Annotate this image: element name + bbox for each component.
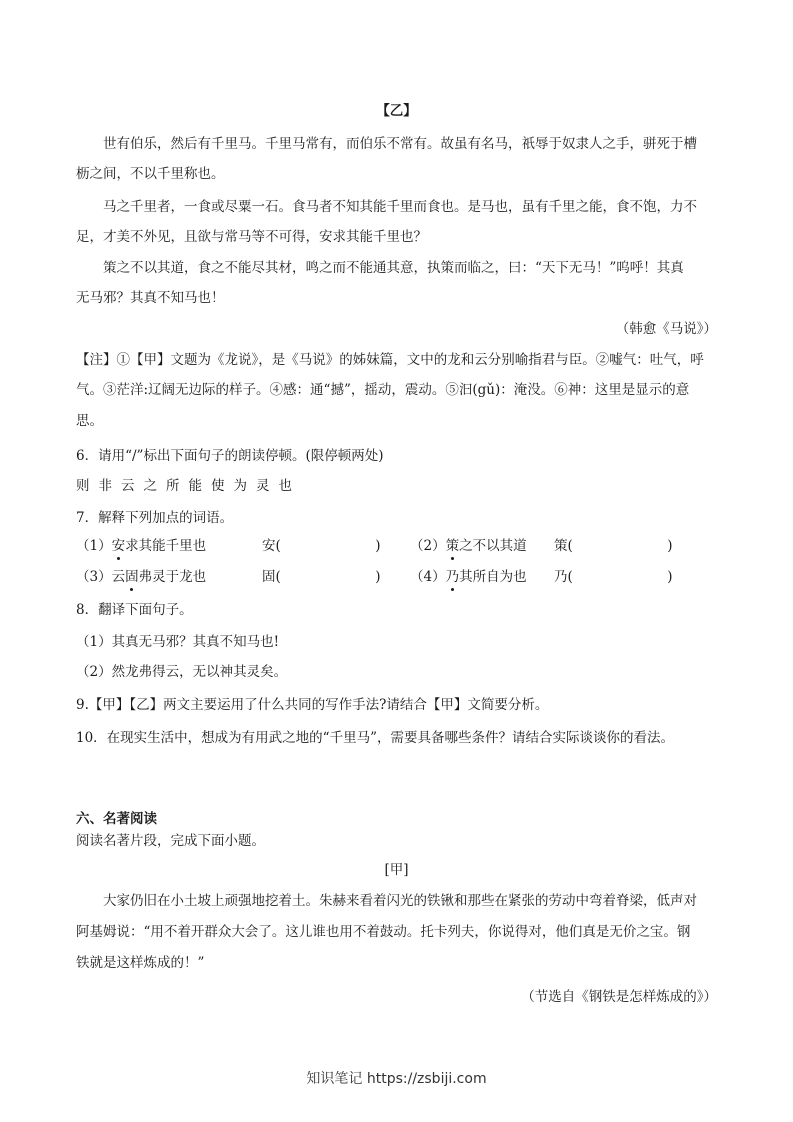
passage-yi-heading: 【乙】 [376, 103, 417, 119]
item-text: 之不以其道 [459, 538, 527, 554]
note-line1: 【注】①【甲】文题为《龙说》，是《马说》的姊妹篇，文中的龙和云分别喻指君与臣。②嘘气：吐气，呼 [76, 352, 704, 368]
question-6-sentence: 则非云之所能使为灵也 [76, 478, 301, 494]
novel-excerpt-line1: 大家仍旧在小土坡上顽强地挖着土。朱赫来看着闪光的铁锹和那些在紧张的劳动中弯着脊梁，低声对 [103, 893, 697, 909]
item-number: （3） [76, 569, 112, 585]
note-line3: 思。 [76, 413, 103, 429]
section-6-title: 六、名著阅读 [76, 811, 157, 827]
novel-excerpt-source: （节选自《钢铁是怎样炼成的》） [521, 989, 717, 1005]
question-7-answer3: 固( ) [262, 569, 381, 585]
item-text: 求其能千里也 [125, 538, 207, 554]
question-8: 8．翻译下面句子。 [76, 602, 193, 618]
question-6: 6．请用“/”标出下面句子的朗读停顿。(限停顿两处) [76, 448, 384, 464]
footer-watermark: 知识笔记 https://zsbiji.com [306, 1071, 487, 1087]
question-7-answer2: 策( ) [554, 538, 673, 554]
passage-yi-p1-line2: 枥之间，不以千里称也。 [76, 166, 225, 182]
question-7-answer4: 乃( ) [554, 569, 673, 585]
question-7-item4 [410, 567, 527, 587]
dotted-word: 固 [125, 569, 139, 585]
item-number: （1） [76, 538, 112, 554]
question-7-item1 [76, 536, 206, 556]
item-number: （2） [410, 538, 446, 554]
question-7: 7．解释下列加点的词语。 [76, 510, 234, 526]
question-9: 9.【甲】【乙】两文主要运用了什么共同的写作手法?请结合【甲】文简要分析。 [76, 697, 549, 713]
passage-yi-p1-line1: 世有伯乐，然后有千里马。千里马常有，而伯乐不常有。故虽有名马，祇辱于奴隶人之手，骈死于槽 [103, 136, 697, 152]
passage-jia-heading: [甲] [384, 862, 409, 878]
passage-yi-p2-line2: 足，才美不外见，且欲与常马等不可得，安求其能千里也？ [76, 229, 427, 245]
question-8-item1: （1）其真无马邪？其真不知马也! [76, 634, 280, 650]
question-7-item2 [410, 536, 527, 556]
item-text: 其所自为也 [459, 569, 527, 585]
question-8-item2: （2）然龙弗得云，无以神其灵矣。 [76, 664, 288, 680]
question-10: 10．在现实生活中，想成为有用武之地的“千里马”，需要具备哪些条件？请结合实际谈谈你的看法。 [76, 730, 674, 746]
dotted-word: 安 [111, 538, 126, 554]
item-text: 弗灵于龙也 [138, 569, 207, 585]
passage-yi-source: （韩愈《马说》） [615, 321, 717, 337]
passage-yi-p3-line2: 无马邪？其真不知马也！ [76, 290, 225, 306]
dotted-word: 乃 [445, 569, 460, 585]
novel-excerpt-line2: 阿基姆说：“用不着开群众大会了。这儿谁也用不着鼓动。托卡列夫，你说得对，他们真是无价之宝。钢 [76, 924, 691, 940]
novel-excerpt-line3: 铁就是这样炼成的！” [76, 955, 205, 971]
item-number: （4） [410, 569, 446, 585]
section-6-instruction: 阅读名著片段，完成下面小题。 [76, 833, 265, 849]
question-7-item3 [76, 567, 206, 587]
item-text-pre: 云 [111, 569, 126, 585]
passage-yi-p2-line1: 马之千里者，一食或尽粟一石。食马者不知其能千里而食也。是马也，虽有千里之能，食不饱，力不 [103, 199, 697, 215]
note-line2: 气。③茫洋:辽阔无边际的样子。④感：通“撼”，摇动，震动。⑤汩(gǔ)：淹没。⑥神：这里是显示的意 [76, 382, 690, 398]
passage-yi-p3-line1: 策之不以其道，食之不能尽其材，鸣之而不能通其意，执策而临之，曰：“天下无马！”呜呼！其真 [103, 260, 684, 276]
dotted-word: 策 [445, 538, 460, 554]
question-7-answer1: 安( ) [262, 538, 381, 554]
